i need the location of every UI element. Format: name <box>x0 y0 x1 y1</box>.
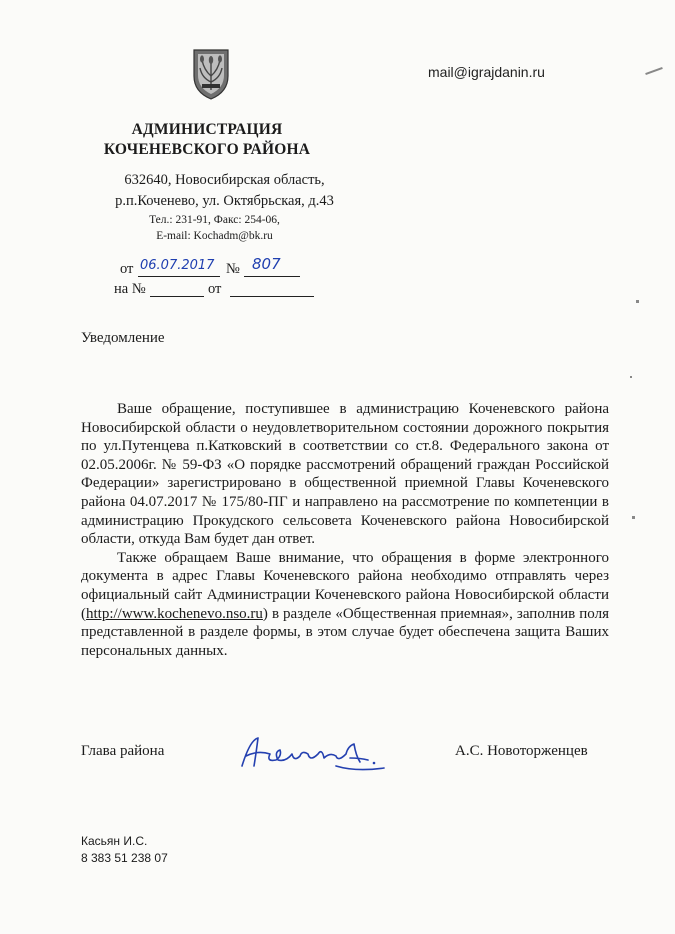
body-paragraph-1: Ваше обращение, поступившее в администрацию Коченевского района Новосибирской области о неудовлетворительном состоянии дорожного покрытия по ул.Путенцева п.Катковский в соответствии со ст.8. Федерального закона от 02.05.2006г. № 59-ФЗ «О порядке рассмотрений обращений граждан Российской Федерации» зарегистрировано в общественной приемной Главы Коченевского района 04.07.2017 № 175/80-ПГ и направлено на рассмотрение по компетенции в администрацию Прокудского сельсовета Коченевского района Новосибирской области, откуда Вам будет дан ответ. <box>81 401 609 548</box>
handwritten-date: 06.07.2017 <box>140 258 215 273</box>
body-paragraph-2 <box>81 549 609 661</box>
reply-number-line <box>150 282 204 297</box>
document-heading: Уведомление <box>81 330 165 346</box>
date-label: от <box>120 261 134 277</box>
handwritten-signature <box>236 732 396 776</box>
reply-date-label: от <box>208 281 222 297</box>
address-line1: 632640, Новосибирская область, <box>124 172 325 188</box>
coat-of-arms-emblem <box>188 46 234 102</box>
signatory-role: Глава района <box>81 743 165 759</box>
recipient-email: mail@igrajdanin.ru <box>428 64 545 80</box>
reply-number-label: на № <box>114 281 146 297</box>
org-name-line1: АДМИНИСТРАЦИЯ <box>131 121 283 138</box>
organization-contacts <box>92 212 337 244</box>
scan-speck <box>632 516 635 519</box>
address-line2: р.п.Коченево, ул. Октябрьская, д.43 <box>115 193 334 209</box>
org-name-line2: КОЧЕНЕВСКОГО РАЙОНА <box>103 141 311 158</box>
handwritten-number: 807 <box>252 255 281 273</box>
executor-phone: 8 383 51 238 07 <box>81 851 168 865</box>
signatory-name: А.С. Новоторженцев <box>455 743 588 759</box>
scan-mark <box>645 67 663 75</box>
executor-info <box>81 833 168 867</box>
website-link[interactable]: http://www.kochenevo.nso.ru <box>86 605 263 622</box>
scan-speck <box>630 376 632 378</box>
letter-body <box>81 400 609 660</box>
phone-fax-line: Тел.: 231-91, Факс: 254-06, <box>149 214 280 226</box>
org-email-line: E-mail: Kochadm@bk.ru <box>156 230 273 242</box>
registration-block <box>114 255 324 304</box>
organization-name <box>92 120 322 160</box>
scan-speck <box>636 300 639 303</box>
paragraph2-text-end: ) в разделе «Общественная приемная», заполнив поля представленной в разделе формы, в этом случае будет обеспечена защита Ваших персональных данных. <box>81 605 609 659</box>
paragraph2-text-start: Также обращаем Ваше внимание, что обращения в форме электронного документа в адрес Главы Коченевского района необходимо отправлять через официальный сайт Администрации Коченевского района Новосибирской области ( <box>81 549 609 622</box>
organization-address <box>92 170 357 212</box>
reply-date-line <box>230 282 314 297</box>
executor-name: Касьян И.С. <box>81 834 148 848</box>
number-label: № <box>226 261 240 277</box>
